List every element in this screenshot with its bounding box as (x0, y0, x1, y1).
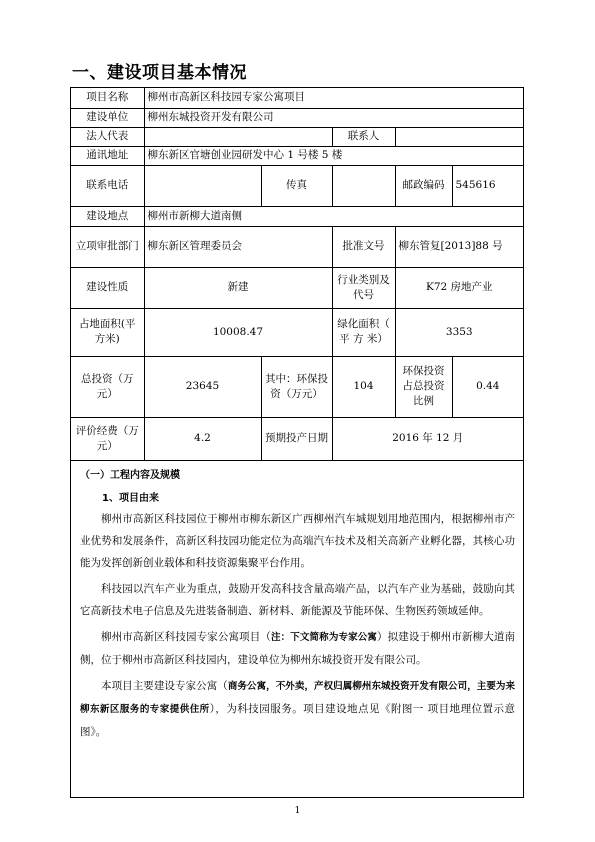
row-nature (71, 267, 523, 308)
row-location (71, 206, 523, 226)
postcode-value: 545616 (452, 165, 523, 206)
section-heading: 一、建设项目基本情况 (72, 63, 247, 83)
contact-value (395, 127, 523, 146)
green-label: 绿化面积（ 平 方 米） (332, 308, 395, 356)
location-value: 柳州市新柳大道南侧 (144, 206, 523, 226)
row-eval (71, 417, 523, 460)
row-approval (71, 226, 523, 267)
eval-fee-label: 评价经费（万元） (71, 417, 144, 460)
row-legal-rep (71, 127, 523, 146)
expected-date-label: 预期投产日期 (261, 417, 332, 460)
approval-dept-label: 立项审批部门 (71, 226, 144, 267)
env-ratio-value: 0.44 (452, 356, 523, 417)
eval-fee-value: 4.2 (144, 417, 261, 460)
builder-label: 建设单位 (71, 108, 144, 127)
approval-dept-value: 柳东新区管理委员会 (144, 226, 332, 267)
env-ratio-label: 环保投资占总投资比例 (395, 356, 452, 417)
location-label: 建设地点 (71, 206, 144, 226)
paragraph-3-text-a: 柳州市高新区科技园专家公寓项目（ (101, 630, 272, 643)
project-name-value: 柳州市高新区科技园专家公寓项目 (144, 88, 523, 108)
fax-label: 传真 (261, 165, 332, 206)
invest-label: 总投资（万元） (71, 356, 144, 417)
builder-value: 柳州东城投资开发有限公司 (144, 108, 523, 127)
paragraph-4-note: 商务公寓，不外卖，产权归属柳州东城投资开发有限公司，主要为来柳东新区服务的专家提供住所 (80, 680, 515, 715)
paragraph-4 (80, 675, 515, 743)
paragraph-3-text-c: ）拟建设于柳州市新柳大道南侧，位于柳州市高新区科技园内，建设单位为柳州东城投资开发有限公司。 (80, 630, 515, 666)
project-name-label: 项目名称 (71, 88, 144, 108)
paragraph-3 (80, 626, 515, 671)
env-invest-label: 其中：环保投资（万元） (261, 356, 332, 417)
phone-label: 联系电话 (71, 165, 144, 206)
paragraph-1: 柳州市高新区科技园位于柳州市柳东新区广西柳州汽车城规划用地范围内，根据柳州市产业优势和发展条件，高新区科技园功能定位为高端汽车技术及相关高新产业孵化器，其核心功能为发挥创新创业载体和科技资源集聚平台作用。 (80, 512, 515, 569)
nature-value: 新建 (144, 267, 332, 308)
approval-no-value: 柳东管复[2013]88 号 (395, 226, 523, 267)
industry-value: K72 房地产业 (395, 267, 523, 308)
legal-rep-value (144, 127, 332, 146)
expected-date-value: 2016 年 12 月 (332, 417, 523, 460)
green-value: 3353 (395, 308, 523, 356)
row-project-name (71, 88, 523, 108)
invest-value: 23645 (144, 356, 261, 417)
area-value: 10008.47 (144, 308, 332, 356)
row-builder (71, 108, 523, 127)
paragraph-4-text-c: ），为科技园服务。项目建设地点见《附图一 项目地理位置示意图》。 (80, 702, 515, 738)
legal-rep-label: 法人代表 (71, 127, 144, 146)
project-description (71, 466, 523, 743)
area-label: 占地面积(平方米) (71, 308, 144, 356)
postcode-label: 邮政编码 (395, 165, 452, 206)
project-info-table (71, 88, 523, 461)
paragraph-2: 科技园以汽车产业为重点，鼓励开发高科技含量高端产品，以汽车产业为基础，鼓励向其它高新技术电子信息及先进装备制造、新材料、新能源及节能环保、生物医药领域延伸。 (80, 582, 515, 617)
address-value: 柳东新区官塘创业园研发中心 1 号楼 5 楼 (144, 146, 523, 165)
row-investment (71, 356, 523, 417)
phone-value (144, 165, 261, 206)
approval-no-label: 批准文号 (332, 226, 395, 267)
row-address (71, 146, 523, 165)
env-invest-value: 104 (332, 356, 395, 417)
nature-label: 建设性质 (71, 267, 144, 308)
contact-label: 联系人 (332, 127, 395, 146)
address-label: 通讯地址 (71, 146, 144, 165)
subsection-title-origin: 1、项目由来 (102, 492, 159, 504)
section-title-scope: （一）工程内容及规模 (80, 469, 180, 481)
paragraph-3-note: 注：下文简称为专家公寓 (271, 631, 377, 643)
industry-label: 行业类别及代号 (332, 267, 395, 308)
project-info-sheet (70, 87, 524, 798)
paragraph-4-text-a: 本项目主要建设专家公寓（ (101, 679, 228, 692)
page-number: 1 (294, 806, 301, 816)
fax-value (332, 165, 395, 206)
row-phone (71, 165, 523, 206)
row-area (71, 308, 523, 356)
